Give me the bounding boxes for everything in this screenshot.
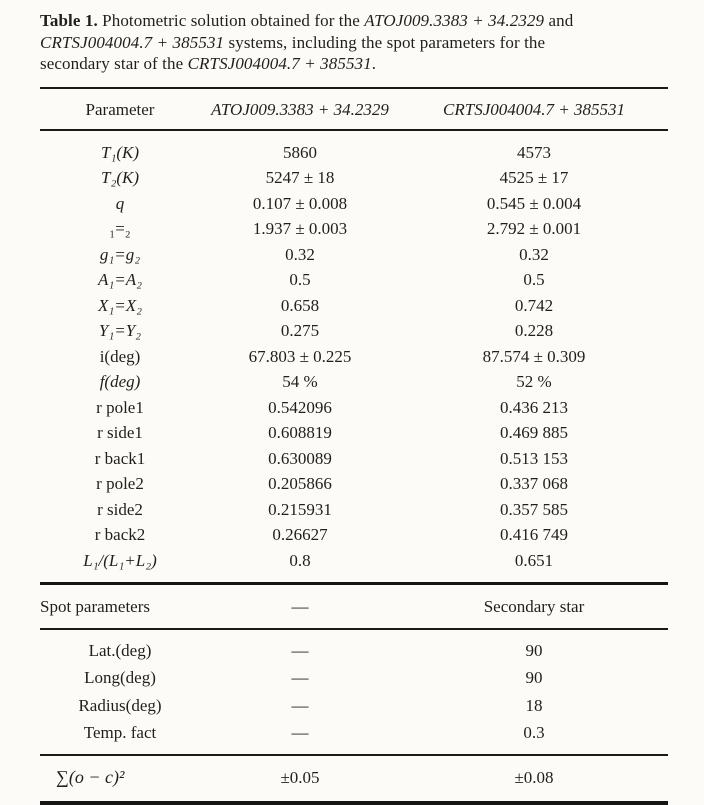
table-row (40, 522, 668, 548)
value-cell: 52 % (400, 369, 668, 395)
value-cell: 0.357 585 (400, 497, 668, 523)
value-cell: 0.215931 (200, 497, 400, 523)
value-cell: 87.574 ± 0.309 (400, 344, 668, 370)
parameter-cell: i(deg) (40, 344, 200, 370)
value-cell: 90 (400, 629, 668, 665)
table-row (40, 629, 668, 665)
value-cell: 0.545 ± 0.004 (400, 191, 668, 217)
table-row (40, 344, 668, 370)
caption-segment: CRTSJ004004.7 + 385531 (40, 33, 224, 52)
value-cell: 67.803 ± 0.225 (200, 344, 400, 370)
caption-segment: Photometric solution obtained for the (98, 11, 364, 30)
value-cell: — (200, 692, 400, 720)
parameter-cell: r pole1 (40, 395, 200, 421)
value-cell: — (200, 629, 400, 665)
parameter-cell: ∑(o − c)² (40, 755, 200, 804)
table-row (40, 130, 668, 166)
value-cell: 0.436 213 (400, 395, 668, 421)
table-row (40, 446, 668, 472)
caption-segment: . (372, 54, 376, 73)
value-cell: 0.630089 (200, 446, 400, 472)
parameter-cell: T₁(K) (40, 130, 200, 166)
caption-segment: CRTSJ004004.7 + 385531 (188, 54, 372, 73)
parameter-cell: A₁=A₂ (40, 267, 200, 293)
parameter-cell: Temp. fact (40, 719, 200, 755)
column-header-parameter: Parameter (40, 88, 200, 130)
parameter-cell: g₁=g₂ (40, 242, 200, 268)
table-row (40, 267, 668, 293)
value-cell: 0.337 068 (400, 471, 668, 497)
table-row (40, 191, 668, 217)
caption-segment: Table 1. (40, 11, 98, 30)
table-row (40, 755, 668, 804)
table-row (40, 420, 668, 446)
value-cell: 0.5 (400, 267, 668, 293)
spot-parameters-section (40, 629, 668, 755)
value-cell: 0.32 (200, 242, 400, 268)
value-cell: 0.469 885 (400, 420, 668, 446)
table-row (40, 165, 668, 191)
value-cell: ±0.05 (200, 755, 400, 804)
parameter-cell: Spot parameters (40, 584, 200, 629)
parameter-cell: r back1 (40, 446, 200, 472)
value-cell: 0.416 749 (400, 522, 668, 548)
value-cell: 0.205866 (200, 471, 400, 497)
table-caption (40, 10, 670, 75)
table-row (40, 692, 668, 720)
value-cell: 4525 ± 17 (400, 165, 668, 191)
caption-segment: systems, including the spot parameters for the (224, 33, 545, 52)
caption-segment: ATOJ009.3383 + 34.2329 (364, 11, 544, 30)
value-cell: 0.5 (200, 267, 400, 293)
value-cell: 0.651 (400, 548, 668, 584)
caption-line (40, 10, 670, 32)
table-row (40, 395, 668, 421)
parameter-cell: r pole2 (40, 471, 200, 497)
column-header-atoj-system: ATOJ009.3383 + 34.2329 (200, 88, 400, 130)
parameter-cell: Radius(deg) (40, 692, 200, 720)
parameter-cell: Lat.(deg) (40, 629, 200, 665)
value-cell: — (200, 719, 400, 755)
caption-segment: secondary star of the (40, 54, 188, 73)
parameter-cell: ₁=₂ (40, 216, 200, 242)
header-row (40, 88, 668, 130)
value-cell: 5860 (200, 130, 400, 166)
value-cell: ±0.08 (400, 755, 668, 804)
value-cell: 54 % (200, 369, 400, 395)
main-parameters-section (40, 130, 668, 584)
parameter-cell: Long(deg) (40, 664, 200, 692)
value-cell: 0.275 (200, 318, 400, 344)
spot-parameters-header-section (40, 584, 668, 629)
photometric-solution-table (40, 87, 668, 805)
parameter-cell: q (40, 191, 200, 217)
value-cell: 0.513 153 (400, 446, 668, 472)
value-cell: 1.937 ± 0.003 (200, 216, 400, 242)
table-row (40, 293, 668, 319)
value-cell: 2.792 ± 0.001 (400, 216, 668, 242)
table-row (40, 216, 668, 242)
value-cell: 90 (400, 664, 668, 692)
value-cell: 0.26627 (200, 522, 400, 548)
parameter-cell: X₁=X₂ (40, 293, 200, 319)
value-cell: 0.658 (200, 293, 400, 319)
table-row (40, 369, 668, 395)
table-row (40, 719, 668, 755)
value-cell: 0.742 (400, 293, 668, 319)
value-cell: 0.32 (400, 242, 668, 268)
table-row (40, 664, 668, 692)
value-cell: — (200, 584, 400, 629)
table-row (40, 242, 668, 268)
table-row (40, 318, 668, 344)
value-cell: 0.228 (400, 318, 668, 344)
caption-segment: and (544, 11, 573, 30)
parameter-cell: L₁/(L₁+L₂) (40, 548, 200, 584)
value-cell: 5247 ± 18 (200, 165, 400, 191)
caption-line (40, 32, 670, 54)
value-cell: Secondary star (400, 584, 668, 629)
table-row (40, 471, 668, 497)
value-cell: 0.608819 (200, 420, 400, 446)
table-header (40, 88, 668, 130)
parameter-cell: r side2 (40, 497, 200, 523)
value-cell: 0.8 (200, 548, 400, 584)
column-header-crts-system: CRTSJ004004.7 + 385531 (400, 88, 668, 130)
parameter-cell: Y₁=Y₂ (40, 318, 200, 344)
residuals-section (40, 755, 668, 804)
value-cell: 4573 (400, 130, 668, 166)
parameter-cell: f(deg) (40, 369, 200, 395)
parameter-cell: r side1 (40, 420, 200, 446)
value-cell: 0.107 ± 0.008 (200, 191, 400, 217)
parameter-cell: T₂(K) (40, 165, 200, 191)
value-cell: — (200, 664, 400, 692)
caption-line (40, 53, 670, 75)
value-cell: 0.3 (400, 719, 668, 755)
table-row (40, 584, 668, 629)
value-cell: 18 (400, 692, 668, 720)
table-row (40, 548, 668, 584)
value-cell: 0.542096 (200, 395, 400, 421)
parameter-cell: r back2 (40, 522, 200, 548)
table-row (40, 497, 668, 523)
